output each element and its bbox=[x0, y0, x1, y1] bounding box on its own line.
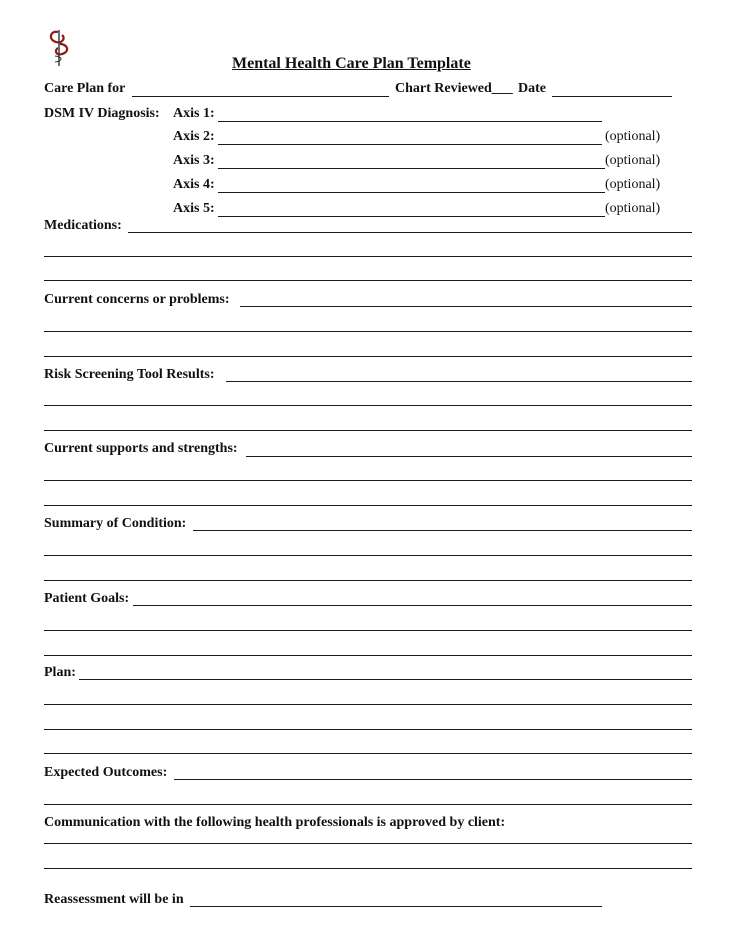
patient-goals-line-2[interactable] bbox=[44, 630, 692, 631]
axis-1-field[interactable] bbox=[218, 121, 602, 122]
summary-field[interactable] bbox=[193, 530, 692, 531]
plan-line-3[interactable] bbox=[44, 729, 692, 730]
reassessment-field[interactable] bbox=[190, 906, 602, 907]
expected-outcomes-line-2[interactable] bbox=[44, 804, 692, 805]
chart-reviewed-label: Chart Reviewed___ bbox=[395, 81, 513, 96]
medications-label: Medications: bbox=[44, 218, 122, 233]
axis-5-label: Axis 5: bbox=[173, 201, 215, 216]
date-field[interactable] bbox=[552, 96, 672, 97]
communication-line-1[interactable] bbox=[44, 843, 692, 844]
axis-4-label: Axis 4: bbox=[173, 177, 215, 192]
risk-screening-line-3[interactable] bbox=[44, 430, 692, 431]
medications-field[interactable] bbox=[128, 232, 692, 233]
axis-4-field[interactable] bbox=[218, 192, 605, 193]
summary-label: Summary of Condition: bbox=[44, 516, 187, 531]
summary-line-2[interactable] bbox=[44, 555, 692, 556]
reassessment-label: Reassessment will be in bbox=[44, 892, 184, 907]
axis-3-optional-note: (optional) bbox=[605, 153, 661, 168]
medications-line-2[interactable] bbox=[44, 256, 692, 257]
dsm-label: DSM IV Diagnosis: bbox=[44, 106, 160, 121]
communication-label: Communication with the following health professionals is approved by client: bbox=[44, 815, 506, 830]
axis-5-optional-note: (optional) bbox=[605, 201, 661, 216]
patient-goals-label: Patient Goals: bbox=[44, 591, 130, 606]
care-plan-for-field[interactable] bbox=[132, 96, 389, 97]
patient-goals-line-3[interactable] bbox=[44, 655, 692, 656]
communication-line-2[interactable] bbox=[44, 868, 692, 869]
plan-line-2[interactable] bbox=[44, 704, 692, 705]
summary-line-3[interactable] bbox=[44, 580, 692, 581]
axis-5-field[interactable] bbox=[218, 216, 605, 217]
axis-4-optional-note: (optional) bbox=[605, 177, 661, 192]
concerns-label: Current concerns or problems: bbox=[44, 292, 230, 307]
axis-2-label: Axis 2: bbox=[173, 129, 215, 144]
axis-2-field[interactable] bbox=[218, 144, 602, 145]
medications-line-3[interactable] bbox=[44, 280, 692, 281]
risk-screening-field[interactable] bbox=[226, 381, 692, 382]
supports-line-3[interactable] bbox=[44, 505, 692, 506]
risk-screening-label: Risk Screening Tool Results: bbox=[44, 367, 215, 382]
axis-2-optional-note: (optional) bbox=[605, 129, 661, 144]
expected-outcomes-field[interactable] bbox=[174, 779, 692, 780]
supports-line-2[interactable] bbox=[44, 480, 692, 481]
concerns-line-3[interactable] bbox=[44, 356, 692, 357]
plan-line-4[interactable] bbox=[44, 753, 692, 754]
risk-screening-line-2[interactable] bbox=[44, 405, 692, 406]
axis-3-field[interactable] bbox=[218, 168, 605, 169]
concerns-field[interactable] bbox=[240, 306, 692, 307]
plan-field[interactable] bbox=[79, 679, 692, 680]
care-plan-for-label: Care Plan for bbox=[44, 81, 126, 96]
supports-label: Current supports and strengths: bbox=[44, 441, 238, 456]
date-label: Date bbox=[518, 81, 546, 96]
supports-field[interactable] bbox=[246, 456, 692, 457]
axis-1-label: Axis 1: bbox=[173, 106, 215, 121]
concerns-line-2[interactable] bbox=[44, 331, 692, 332]
expected-outcomes-label: Expected Outcomes: bbox=[44, 765, 168, 780]
page-title: Mental Health Care Plan Template bbox=[232, 55, 471, 72]
caduceus-monogram-logo bbox=[44, 26, 74, 68]
plan-label: Plan: bbox=[44, 665, 76, 680]
axis-3-label: Axis 3: bbox=[173, 153, 215, 168]
patient-goals-field[interactable] bbox=[133, 605, 692, 606]
